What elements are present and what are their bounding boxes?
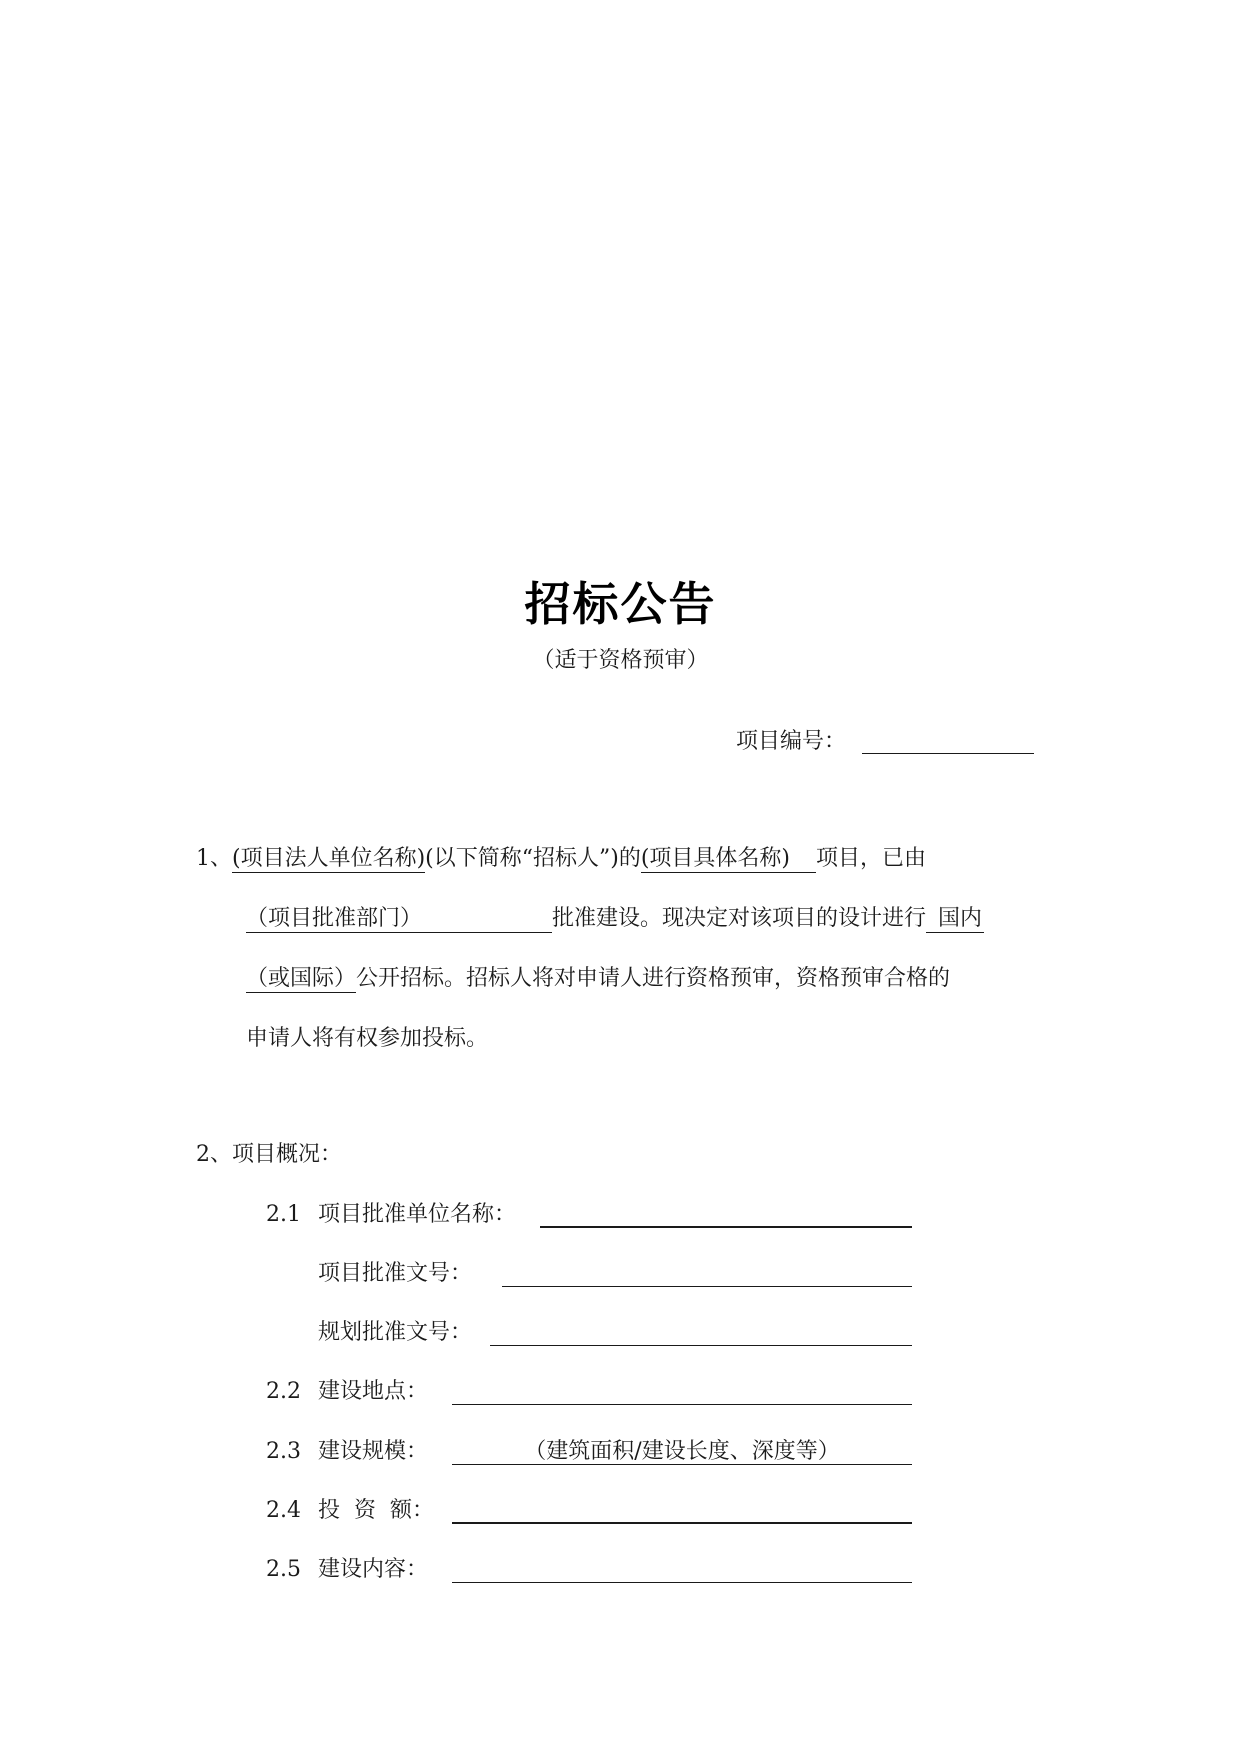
item-2-4-blank[interactable]	[452, 1522, 912, 1524]
project-number-label: 项目编号：	[736, 729, 847, 754]
item-2-3-blank	[452, 1464, 912, 1465]
section2-heading: 2、项目概况：	[196, 1142, 342, 1167]
item-2-4-label: 投 资 额：	[318, 1498, 434, 1523]
item-2-3-number: 2.3	[266, 1439, 301, 1464]
item-2-5-label: 建设内容：	[318, 1557, 429, 1582]
item-2-2-blank[interactable]	[452, 1404, 912, 1405]
item-2-5-number: 2.5	[266, 1557, 301, 1582]
tenderer-name-field[interactable]: (项目法人单位名称)	[232, 846, 426, 871]
item-2-2-number: 2.2	[266, 1379, 301, 1404]
planning-number-label: 规划批准文号：	[318, 1320, 473, 1345]
para1-line1	[196, 844, 926, 874]
para1-prefix: 1、	[196, 846, 232, 871]
document-title: 招标公告	[524, 577, 717, 631]
approval-dept-field[interactable]: （项目批准部门）	[246, 906, 552, 933]
para1-approval-text: 批准建设。现决定对该项目的设计进行	[552, 906, 927, 931]
item-2-3-value[interactable]: （建筑面积/建设长度、深度等）	[524, 1439, 840, 1464]
item-2-1-label: 项目批准单位名称：	[318, 1202, 517, 1227]
para1-line3	[246, 964, 950, 994]
approval-number-label: 项目批准文号：	[318, 1261, 473, 1286]
domestic-field[interactable]: 国内	[926, 906, 984, 933]
para1-line2	[246, 904, 984, 934]
project-name-field[interactable]: (项目具体名称)	[641, 846, 816, 873]
para1-project-suffix: 项目，已由	[816, 846, 927, 871]
item-2-4-number: 2.4	[266, 1498, 301, 1523]
document-subtitle: （适于资格预审）	[532, 648, 709, 673]
project-number-blank[interactable]	[862, 753, 1034, 754]
para1-line4: 申请人将有权参加投标。	[246, 1026, 489, 1051]
item-2-5-blank[interactable]	[452, 1582, 912, 1583]
item-2-1-number: 2.1	[266, 1202, 301, 1227]
item-2-3-label: 建设规模：	[318, 1439, 429, 1464]
planning-number-blank[interactable]	[490, 1345, 912, 1346]
para1-abbrev: (以下简称“招标人”)的	[425, 846, 641, 871]
approval-number-blank[interactable]	[502, 1286, 912, 1287]
item-2-2-label: 建设地点：	[318, 1379, 429, 1404]
intl-field[interactable]: （或国际）	[246, 966, 357, 991]
item-2-1-blank[interactable]	[540, 1226, 912, 1228]
para1-line3-rest: 公开招标。招标人将对申请人进行资格预审，资格预审合格的	[356, 966, 951, 991]
